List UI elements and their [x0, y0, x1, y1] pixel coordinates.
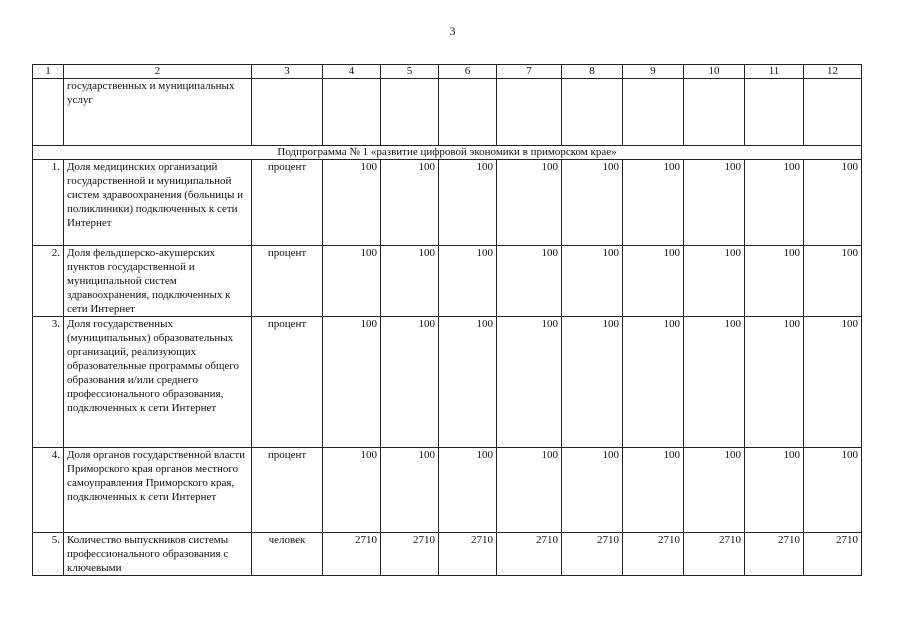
row-number: 5.	[33, 533, 64, 576]
indicator-value: 100	[562, 160, 623, 246]
indicator-value: 100	[323, 317, 381, 448]
column-number: 2	[64, 65, 252, 79]
continuation-text: государственных и муниципальных услуг	[64, 79, 252, 146]
column-number: 5	[381, 65, 439, 79]
table-row	[33, 317, 862, 448]
indicator-unit: процент	[252, 246, 323, 317]
indicator-value: 100	[497, 317, 562, 448]
indicator-value: 2710	[745, 533, 804, 576]
column-number: 12	[804, 65, 862, 79]
indicator-value: 2710	[804, 533, 862, 576]
indicator-value: 100	[562, 246, 623, 317]
indicator-value: 100	[684, 317, 745, 448]
column-number: 9	[623, 65, 684, 79]
indicator-name: Доля медицинских организаций государственной и муниципальной систем здравоохранения (больницы и поликлиники) подключенных к сети Интернет	[64, 160, 252, 246]
indicator-value: 100	[323, 160, 381, 246]
indicator-value: 100	[323, 246, 381, 317]
indicator-unit: процент	[252, 448, 323, 533]
indicator-value: 2710	[497, 533, 562, 576]
subprogram-title: Подпрограмма № 1 «развитие цифровой экономики в приморском крае»	[33, 146, 862, 160]
subprogram-row	[33, 146, 862, 160]
column-number: 6	[439, 65, 497, 79]
indicator-value: 100	[623, 317, 684, 448]
indicator-value: 100	[804, 246, 862, 317]
row-number: 2.	[33, 246, 64, 317]
row-number: 3.	[33, 317, 64, 448]
indicator-name: Количество выпускников системы профессионального образования с ключевыми	[64, 533, 252, 576]
indicator-unit: человек	[252, 533, 323, 576]
column-number: 7	[497, 65, 562, 79]
indicator-value: 100	[745, 246, 804, 317]
indicator-value: 100	[562, 448, 623, 533]
column-number: 10	[684, 65, 745, 79]
indicator-value: 100	[323, 448, 381, 533]
indicator-value: 100	[562, 317, 623, 448]
indicator-value: 100	[684, 160, 745, 246]
indicator-value: 100	[745, 160, 804, 246]
column-number: 1	[33, 65, 64, 79]
indicator-value: 100	[804, 317, 862, 448]
indicator-value: 100	[439, 160, 497, 246]
table-row	[33, 160, 862, 246]
table-row	[33, 246, 862, 317]
indicator-value: 100	[623, 160, 684, 246]
indicator-unit: процент	[252, 160, 323, 246]
indicator-value: 2710	[562, 533, 623, 576]
indicator-name: Доля органов государственной власти Приморского края органов местного самоуправления Приморского края, подключенных к сети Интернет	[64, 448, 252, 533]
column-number: 4	[323, 65, 381, 79]
row-number: 4.	[33, 448, 64, 533]
page-number: 3	[449, 24, 456, 38]
indicator-value: 100	[684, 246, 745, 317]
indicator-name: Доля фельдшерско-акушерских пунктов государственной и муниципальной систем здравоохранения, подключенных к сети Интернет	[64, 246, 252, 317]
indicator-value: 100	[381, 317, 439, 448]
row-number: 1.	[33, 160, 64, 246]
indicator-value: 100	[623, 448, 684, 533]
indicator-value: 100	[623, 246, 684, 317]
indicator-value: 100	[439, 317, 497, 448]
indicator-value: 100	[381, 246, 439, 317]
indicator-value: 2710	[381, 533, 439, 576]
indicator-value: 100	[439, 246, 497, 317]
indicator-value: 100	[684, 448, 745, 533]
indicator-value: 100	[497, 246, 562, 317]
indicators-table	[32, 64, 862, 576]
table-row	[33, 533, 862, 576]
indicator-value: 100	[745, 317, 804, 448]
indicator-unit: процент	[252, 317, 323, 448]
column-number: 8	[562, 65, 623, 79]
column-number: 3	[252, 65, 323, 79]
indicator-value: 2710	[439, 533, 497, 576]
indicator-value: 100	[804, 160, 862, 246]
indicator-value: 100	[439, 448, 497, 533]
column-number-row	[33, 65, 862, 79]
indicator-value: 2710	[623, 533, 684, 576]
indicator-value: 2710	[323, 533, 381, 576]
indicator-value: 100	[381, 448, 439, 533]
indicator-value: 100	[804, 448, 862, 533]
indicator-name: Доля государственных (муниципальных) образовательных организаций, реализующих образовательные программы общего образования и/или среднего профессионального образования, подключенных к сети Интернет	[64, 317, 252, 448]
continuation-row	[33, 79, 862, 146]
indicator-value: 100	[497, 160, 562, 246]
indicator-value: 100	[745, 448, 804, 533]
indicator-value: 100	[381, 160, 439, 246]
indicator-value: 2710	[684, 533, 745, 576]
indicator-value: 100	[497, 448, 562, 533]
column-number: 11	[745, 65, 804, 79]
table-row	[33, 448, 862, 533]
